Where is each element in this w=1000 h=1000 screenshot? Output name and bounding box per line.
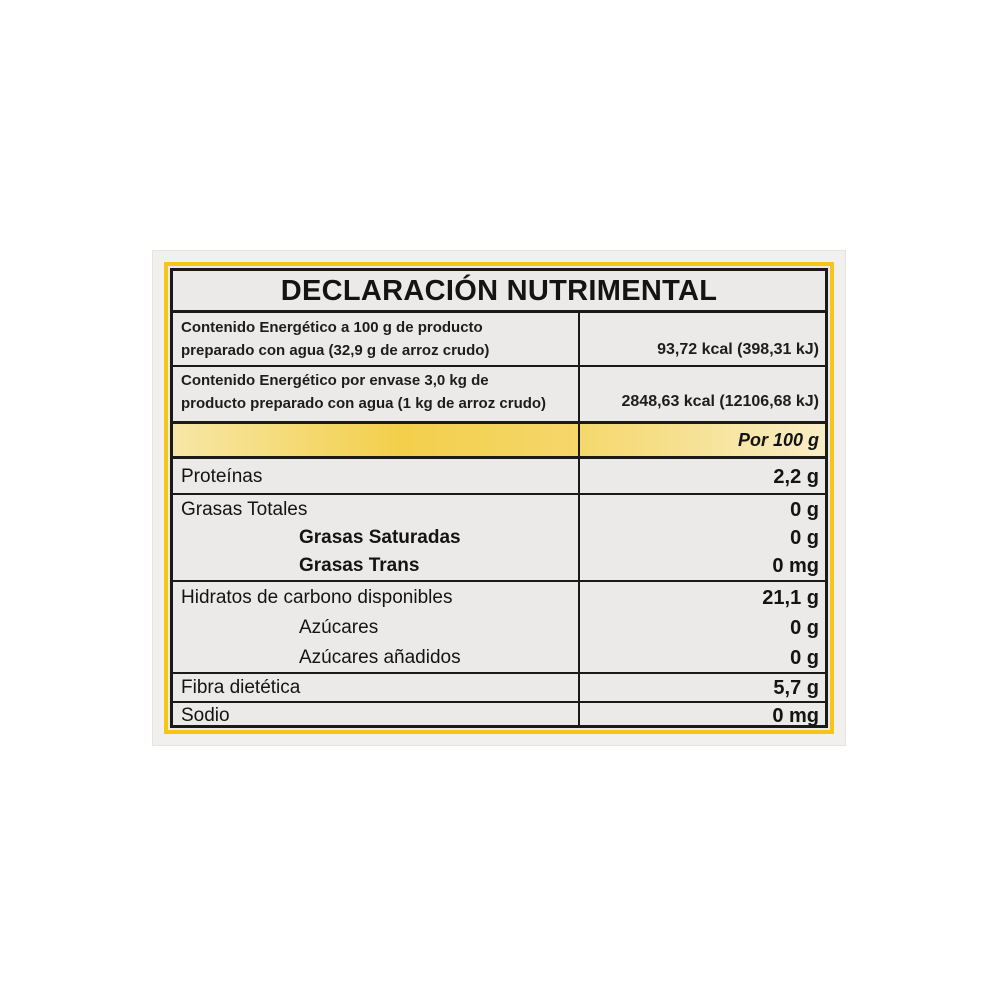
nutrient-sublabel: Grasas Saturadas	[299, 527, 461, 548]
energy-value: 2848,63 kcal (12106,68 kJ)	[621, 393, 819, 410]
energy-label-line: preparado con agua (32,9 g de arroz crudo)	[181, 342, 490, 359]
nutrient-value: 0 g	[790, 647, 819, 669]
energy-row	[173, 367, 825, 421]
energy-label-line: Contenido Energético por envase 3,0 kg de	[181, 372, 489, 389]
nutrient-sublabel: Azúcares añadidos	[299, 647, 461, 668]
nutrient-label: Hidratos de carbono disponibles	[181, 587, 453, 608]
nutrient-value: 0 mg	[772, 705, 819, 727]
nutrient-value: 2,2 g	[773, 466, 819, 488]
nutrient-value: 0 g	[790, 617, 819, 639]
nutrient-sublabel: Azúcares	[299, 617, 379, 638]
table-title: DECLARACIÓN NUTRIMENTAL	[280, 275, 718, 307]
serving-header-band	[173, 424, 825, 456]
energy-label-line: Contenido Energético a 100 g de producto	[181, 319, 483, 336]
energy-value: 93,72 kcal (398,31 kJ)	[657, 341, 819, 358]
nutrient-label: Proteínas	[181, 466, 263, 487]
column-divider	[578, 424, 580, 725]
nutrient-value: 5,7 g	[773, 677, 819, 699]
divider	[173, 456, 825, 459]
nutrition-table	[170, 268, 828, 728]
nutrient-sublabel: Grasas Trans	[299, 555, 420, 576]
nutrient-value: 21,1 g	[762, 587, 819, 609]
nutrient-value: 0 g	[790, 499, 819, 521]
divider	[173, 580, 825, 582]
serving-header: Por 100 g	[737, 430, 819, 450]
divider	[173, 493, 825, 495]
nutrient-label: Grasas Totales	[181, 499, 308, 520]
nutrient-value: 0 mg	[772, 555, 819, 577]
nutrient-value: 0 g	[790, 527, 819, 549]
nutrient-label: Sodio	[181, 705, 230, 726]
divider	[173, 701, 825, 703]
nutrient-label: Fibra dietética	[181, 677, 301, 698]
energy-label-line: producto preparado con agua (1 kg de arroz crudo)	[181, 395, 547, 412]
energy-row	[173, 313, 825, 365]
